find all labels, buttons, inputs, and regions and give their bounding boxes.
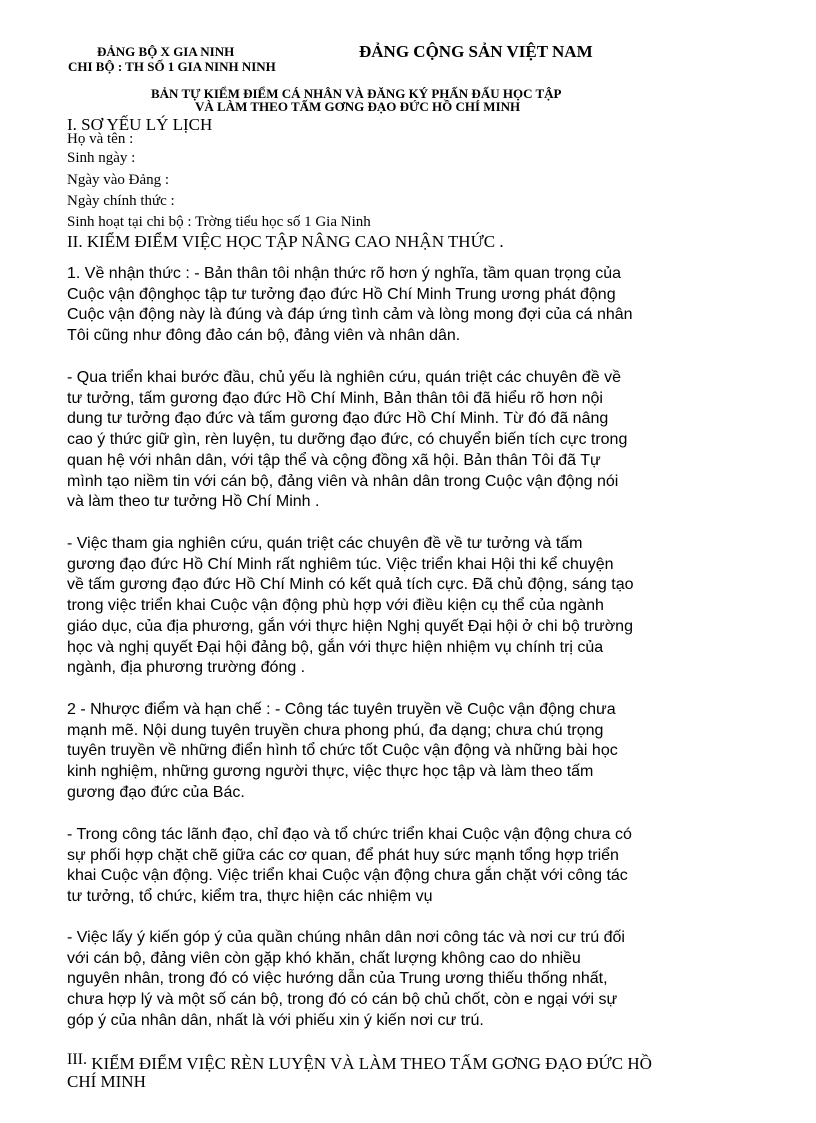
paragraph-line: học và nghị quyết Đại hội đảng bộ, gắn với thực hiện nhiệm vụ chính trị của: [67, 638, 604, 656]
paragraph-line: Tôi cũng như đông đảo cán bộ, đảng viên và nhân dân.: [67, 327, 461, 345]
info-party-join-date: Ngày vào Đảng :: [67, 172, 170, 188]
paragraph-feedback: [67, 928, 749, 1032]
section-3-heading-text: KIỂM ĐIỂM VIỆC RÈN LUYỆN VÀ LÀM THEO TẤM GƠNG ĐẠO ĐỨC HỒ: [86, 1054, 652, 1073]
document-title-line-2: VÀ LÀM THEO TẤM GƠNG ĐẠO ĐỨC HỒ CHÍ MINH: [195, 99, 521, 114]
paragraph-line: khai Cuộc vận động. Việc triển khai Cuộc vận động chưa gắn chặt với công tác: [67, 867, 628, 885]
section-2-heading: II. KIỂM ĐIỂM VIỆC HỌC TẬP NÂNG CAO NHẬN THỨC .: [67, 232, 504, 251]
paragraph-line: giáo dục, của địa phương, gắn với thực hiện Nghị quyết Đại hội ở chi bộ trường: [67, 617, 633, 635]
paragraph-line: cao ý thức giữ gìn, rèn luyện, tu dưỡng đạo đức, có chuyển biến tích cực trong: [67, 431, 628, 449]
paragraph-line: mạnh mẽ. Nội dung tuyên truyền chưa phong phú, đa dạng; chưa chú trọng: [67, 721, 604, 739]
paragraph-initial-implementation: [67, 368, 749, 513]
paragraph-line: quan hệ với nhân dân, với tập thể và cộng đồng xã hội. Bản thân Tôi đã Tự: [67, 451, 601, 469]
paragraph-line: kinh nghiệm, những gương người thực, việc thực học tập và làm theo tấm: [67, 763, 594, 781]
paragraph-line: chưa hợp lý và một số cán bộ, trong đó có cán bộ chủ chốt, còn e ngại với sự: [67, 991, 618, 1009]
paragraph-line: - Việc lấy ý kiến góp ý của quần chúng nhân dân nơi công tác và nơi cư trú đối: [67, 929, 625, 946]
paragraph-line: tuyên truyền về những điển hình tổ chức tốt Cuộc vận động và những bài học: [67, 742, 618, 760]
paragraph-line: tư tưởng, tấm gương đạo đức Hồ Chí Minh, Bản thân tôi đã hiểu rõ hơn nội: [67, 389, 603, 407]
document-title-line-1: BẢN TỰ KIỂM ĐIỂM CÁ NHÂN VÀ ĐĂNG KÝ PHẤN ĐẤU HỌC TẬP: [151, 86, 562, 101]
paragraph-line: gương đạo đức của Bác.: [67, 783, 245, 801]
section-3-heading-line-1: [67, 1051, 652, 1074]
party-branch-label: ĐẢNG BỘ X GIA NINH: [97, 44, 235, 59]
paragraph-line: ngành, địa phương trường đóng .: [67, 659, 306, 677]
info-party-cell: Sinh hoạt tại chi bộ : Trờng tiểu học số 1 Gia Ninh: [67, 214, 371, 230]
paragraph-line: 2 - Nhược điểm và hạn chế : - Công tác tuyên truyền về Cuộc vận động chưa: [67, 701, 616, 718]
paragraph-line: gương đạo đức Hồ Chí Minh rất nghiêm túc. Việc triển khai Hội thi kể chuyện: [67, 555, 614, 573]
paragraph-line: và làm theo tư tưởng Hồ Chí Minh .: [67, 493, 320, 511]
party-name-heading: ĐẢNG CỘNG SẢN VIỆT NAM: [359, 42, 593, 61]
paragraph-leadership: [67, 825, 749, 908]
paragraph-line: góp ý của nhân dân, nhất là với phiếu xin ý kiến nơi cư trú.: [67, 1011, 484, 1029]
paragraph-line: trong việc triển khai Cuộc vận động phù hợp với điều kiện cụ thể của ngành: [67, 597, 604, 615]
section-3-heading-line-2: CHÍ MINH: [67, 1072, 146, 1091]
paragraph-line: với cán bộ, đảng viên còn gặp khó khăn, chất lượng không cao do nhiều: [67, 949, 581, 967]
paragraph-line: nguyên nhân, trong đó có việc hướng dẫn của Trung ương thiếu thống nhất,: [67, 970, 608, 988]
paragraph-line: mình tạo niềm tin với cán bộ, đảng viên và nhân dân trong Cuộc vận động nói: [67, 472, 619, 490]
party-cell-label: CHI BỘ : TH SỐ 1 GIA NINH NINH: [68, 59, 276, 74]
paragraph-line: - Qua triển khai bước đầu, chủ yếu là nghiên cứu, quán triệt các chuyên đề về: [67, 369, 622, 386]
paragraph-line: - Trong công tác lãnh đạo, chỉ đạo và tổ chức triển khai Cuộc vận động chưa có: [67, 826, 632, 843]
paragraph-line: tư tưởng, tổ chức, kiểm tra, thực hiện các nhiệm vụ: [67, 888, 433, 906]
section-3-number: III.: [67, 1051, 87, 1068]
paragraph-line: - Việc tham gia nghiên cứu, quán triệt các chuyên đề về tư tưởng và tấm: [67, 535, 583, 552]
paragraph-line: dung tư tưởng đạo đức và tấm gương đạo đức Hồ Chí Minh. Từ đó đã nâng: [67, 410, 609, 428]
section-1-heading: I. SƠ YẾU LÝ LỊCH: [67, 115, 213, 134]
paragraph-line: Cuộc vận độnghọc tập tư tưởng đạo đức Hồ Chí Minh Trung ương phát động: [67, 285, 616, 303]
paragraph-awareness: [67, 264, 749, 347]
paragraph-line: sự phối hợp chặt chẽ giữa các cơ quan, để phát huy sức mạnh tổng hợp triển: [67, 846, 619, 864]
paragraph-weaknesses: [67, 700, 749, 804]
paragraph-line: Cuộc vận động này là đúng và đáp ứng tình cảm và lòng mong đợi của cá nhân: [67, 306, 633, 324]
info-birth-date: Sinh ngày :: [67, 150, 136, 166]
paragraph-line: về tấm gương đạo đức Hồ Chí Minh có kết quả tích cực. Đã chủ động, sáng tạo: [67, 576, 634, 594]
paragraph-study-participation: [67, 534, 749, 679]
info-official-date: Ngày chính thức :: [67, 193, 175, 209]
paragraph-line: 1. Về nhận thức : - Bản thân tôi nhận thức rõ hơn ý nghĩa, tầm quan trọng của: [67, 265, 622, 282]
info-full-name: Họ và tên :: [67, 131, 134, 147]
